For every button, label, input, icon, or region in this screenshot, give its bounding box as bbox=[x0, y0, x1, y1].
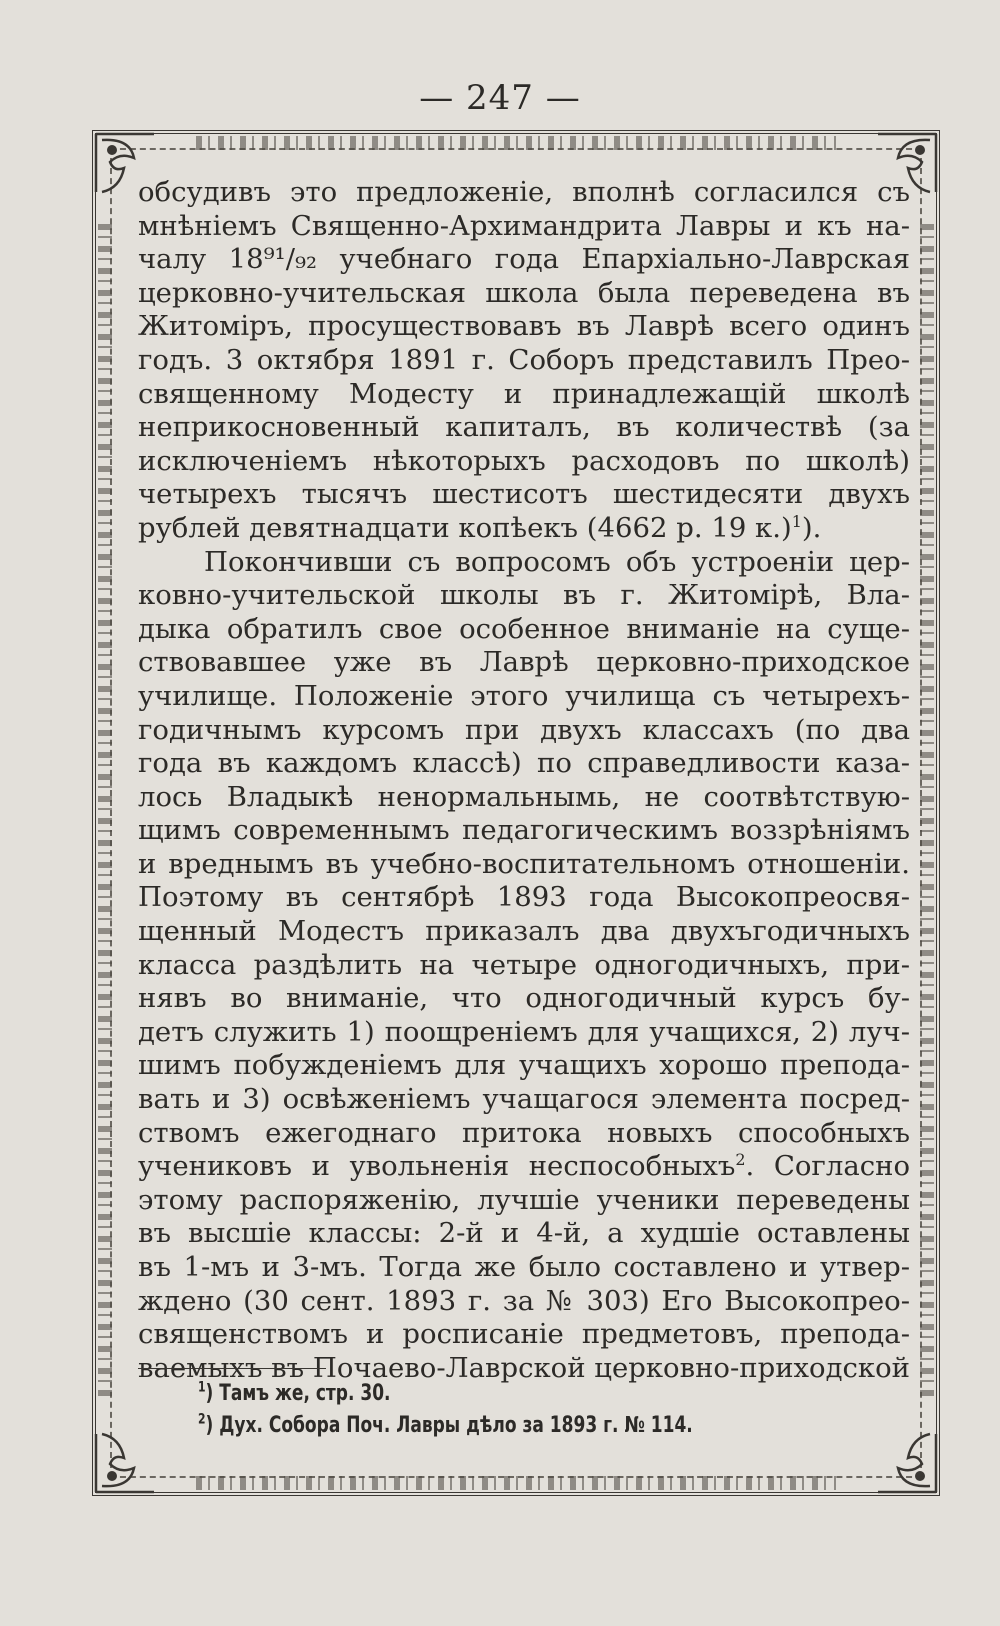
text-line: Покончивши съ вопросомъ объ устроеніи цер- bbox=[204, 545, 910, 578]
text-line: ствомъ ежегоднаго притока новыхъ способныхъ bbox=[138, 1116, 910, 1149]
text-segment: . Согласно bbox=[745, 1150, 910, 1183]
text-line: ковно-учительской школы въ г. Житомірѣ, Вла- bbox=[138, 579, 910, 612]
footnote-mark: 2 bbox=[198, 1411, 206, 1428]
text-line: ждено (30 сент. 1893 г. за № 303) Его Высокопрео- bbox=[138, 1284, 910, 1317]
text-line: ствовавшее уже въ Лаврѣ церковно-приходское bbox=[138, 646, 910, 679]
text-line: училище. Положеніе этого училища съ четырехъ- bbox=[138, 679, 910, 712]
text-line: щенный Модестъ приказалъ два двухъгодичныхъ bbox=[138, 915, 910, 948]
page-number: — 247 — bbox=[419, 78, 581, 118]
corner-ornament-icon bbox=[872, 1428, 942, 1498]
text-line: Житоміръ, просуществовавъ въ Лаврѣ всего одинъ bbox=[138, 310, 910, 343]
footnote-ref: 2 bbox=[735, 1150, 746, 1170]
text-line: мнѣніемъ Священно-Архимандрита Лавры и къ на- bbox=[138, 209, 910, 242]
text-line: годъ. 3 октября 1891 г. Соборъ представилъ Прео- bbox=[138, 343, 910, 376]
text-segment: учениковъ и увольненія неспособныхъ bbox=[138, 1150, 736, 1183]
text-line: вать и 3) освѣженіемъ учащагося элемента посред- bbox=[138, 1083, 910, 1116]
text-line: четырехъ тысячъ шестисотъ шестидесяти двухъ bbox=[138, 478, 910, 511]
footnotes bbox=[198, 1378, 800, 1442]
text-segment: рублей девятнадцати копѣекъ (4662 р. 19 к.) bbox=[138, 511, 792, 544]
text-line: и вреднымъ въ учебно-воспитательномъ отношеніи. bbox=[138, 847, 910, 880]
text-line: щимъ современнымъ педагогическимъ воззрѣніямъ bbox=[138, 814, 910, 847]
footnote-text: ) Тамъ же, стр. 30. bbox=[205, 1381, 391, 1406]
corner-ornament-icon bbox=[90, 1428, 160, 1498]
text-line: священствомъ и росписаніе предметовъ, препода- bbox=[138, 1318, 910, 1351]
text-line: обсудивъ это предложеніе, вполнѣ согласился съ bbox=[138, 176, 910, 208]
footnote-mark: 1 bbox=[198, 1379, 206, 1396]
text-line: въ 1-мъ и 3-мъ. Тогда же было составлено и утвер- bbox=[138, 1251, 910, 1283]
text-line: священному Модесту и принадлежащій школѣ bbox=[138, 377, 910, 410]
text-line: церковно-учительская школа была переведена въ bbox=[138, 276, 910, 309]
footnote-text: ) Дух. Собора Поч. Лавры дѣло за 1893 г. № 114. bbox=[205, 1413, 693, 1438]
frame-band-left bbox=[98, 224, 112, 1402]
frame-band-top bbox=[196, 136, 836, 150]
footnote-ref: 1 bbox=[791, 511, 802, 531]
text-line: дыка обратилъ свое особенное вниманіе на суще- bbox=[138, 612, 910, 645]
text-line: ваемыхъ въ Почаево-Лаврской церковно-приходской bbox=[138, 1351, 910, 1384]
text-line: Поэтому въ сентябрѣ 1893 года Высокопреосвя- bbox=[138, 881, 910, 914]
text-line: чалу 18⁹¹/₉₂ учебнаго года Епархіально-Лаврская bbox=[138, 243, 910, 276]
text-line: въ высшіе классы: 2-й и 4-й, а худшіе оставлены bbox=[138, 1217, 910, 1250]
text-line: нявъ во вниманіе, что одногодичный курсъ бу- bbox=[138, 982, 910, 1015]
text-line: этому распоряженію, лучшіе ученики переведены bbox=[138, 1183, 910, 1216]
text-line bbox=[138, 1150, 910, 1184]
text-line: класса раздѣлить на четыре одногодичныхъ, при- bbox=[138, 948, 910, 981]
footnote bbox=[198, 1378, 800, 1410]
frame-band-right bbox=[920, 224, 934, 1402]
text-line: годичнымъ курсомъ при двухъ классахъ (по два bbox=[138, 713, 910, 746]
text-segment: ). bbox=[801, 511, 822, 544]
text-line: лось Владыкѣ ненормальнымь, не соотвѣтствую- bbox=[138, 780, 910, 813]
text-line: неприкосновенный капиталъ, въ количествѣ (за bbox=[138, 411, 910, 444]
text-line: шимъ побужденіемъ для учащихъ хорошо препода- bbox=[138, 1049, 910, 1082]
text-line: года въ каждомъ классѣ) по справедливости каза- bbox=[138, 747, 910, 780]
text-line: детъ служить 1) поощреніемъ для учащихся, 2) луч- bbox=[138, 1015, 910, 1048]
footnote-divider bbox=[138, 1368, 326, 1369]
frame-band-bottom bbox=[196, 1476, 836, 1490]
footnote bbox=[198, 1410, 800, 1442]
text-line: исключеніемъ нѣкоторыхъ расходовъ по школѣ) bbox=[138, 444, 910, 477]
body-text bbox=[138, 176, 910, 1385]
text-line bbox=[138, 512, 910, 546]
